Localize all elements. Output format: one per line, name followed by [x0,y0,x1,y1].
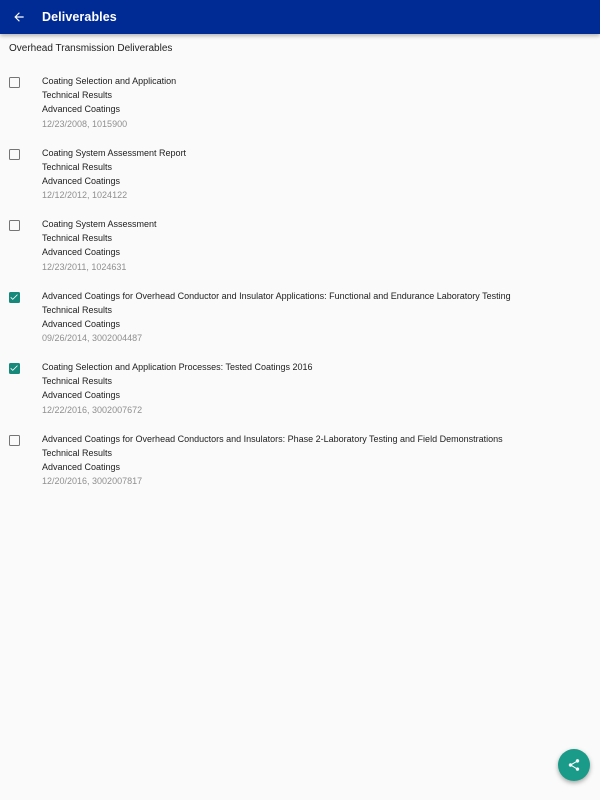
list-item[interactable] [0,144,600,216]
page-title: Deliverables [42,10,117,24]
deliverable-meta: 12/20/2016, 3002007817 [42,476,143,487]
deliverable-checkbox[interactable] [9,435,20,446]
list-item[interactable] [0,72,600,144]
check-icon [9,292,19,302]
deliverable-meta: 12/23/2008, 1015900 [42,118,128,129]
section-title: Overhead Transmission Deliverables [9,43,173,54]
deliverable-title: Coating System Assessment [42,219,157,229]
deliverable-type: Technical Results [42,90,113,101]
deliverable-checkbox[interactable] [9,220,20,231]
deliverable-program: Advanced Coatings [42,247,121,258]
deliverable-type: Technical Results [42,161,113,172]
deliverable-title: Advanced Coatings for Overhead Conductor and Insulator Applications: Functional and Endurance Laboratory Testing [42,290,511,301]
deliverable-checkbox[interactable] [9,292,20,303]
item-text [42,217,157,274]
share-icon [567,758,581,772]
back-button[interactable] [4,2,34,32]
deliverable-meta: 12/23/2011, 1024631 [42,261,127,272]
deliverable-program: Advanced Coatings [42,104,121,115]
deliverable-title: Coating Selection and Application Processes: Tested Coatings 2016 [42,362,313,372]
item-text [42,74,176,131]
deliverables-list [0,72,600,501]
deliverable-checkbox[interactable] [9,149,20,160]
deliverable-meta: 09/26/2014, 3002004487 [42,333,143,344]
deliverable-program: Advanced Coatings [42,318,121,329]
deliverable-title: Coating System Assessment Report [42,147,187,158]
deliverable-checkbox[interactable] [9,363,20,374]
list-item[interactable] [0,215,600,287]
list-item[interactable] [0,287,600,359]
item-text [42,146,186,203]
deliverable-type: Technical Results [42,304,113,315]
deliverable-program: Advanced Coatings [42,461,121,472]
app-bar [0,0,600,34]
list-item[interactable] [0,430,600,502]
deliverable-meta: 12/22/2016, 3002007672 [42,404,143,415]
deliverable-checkbox[interactable] [9,77,20,88]
check-icon [9,363,19,373]
deliverable-program: Advanced Coatings [42,390,121,401]
arrow-back-icon [12,10,26,24]
list-item[interactable] [0,358,600,430]
share-button[interactable] [558,749,590,781]
deliverable-type: Technical Results [42,447,113,458]
deliverable-meta: 12/12/2012, 1024122 [42,190,128,201]
deliverable-title: Advanced Coatings for Overhead Conductors and Insulators: Phase 2-Laboratory Testing and Field Demonstrations [42,433,503,444]
item-text [42,432,503,489]
deliverable-program: Advanced Coatings [42,175,121,186]
deliverable-type: Technical Results [42,233,113,244]
item-text [42,289,511,346]
item-text [42,360,313,417]
deliverable-title: Coating Selection and Application [42,76,177,86]
deliverable-type: Technical Results [42,376,113,387]
